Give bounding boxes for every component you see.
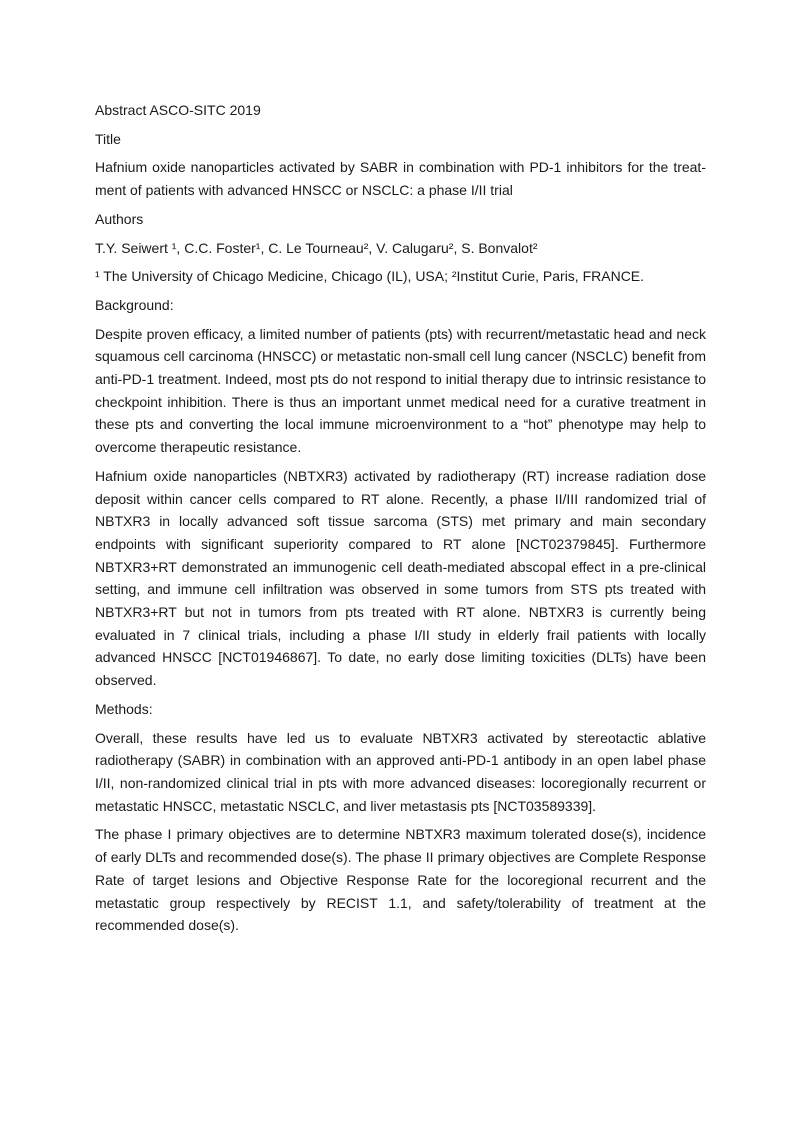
methods-paragraph-1: Overall, these results have led us to evaluate NBTXR3 activated by stereotactic ablative radiotherapy (SABR) in combination with an approved anti-PD-1 antibody in an open label phase I/II, non-randomized clinical trial in pts with more advanced diseases: locoregionally recurrent or metastatic HNSCC, metastatic NSCLC, and liver metastasis pts [NCT03589339].: [95, 729, 706, 814]
title-section-label: Title: [95, 130, 121, 147]
methods-paragraph-2: The phase I primary objectives are to determine NBTXR3 maximum tolerated dose(s), incidence of early DLTs and recommended dose(s). The phase II primary objectives are Complete Response Rate of target lesions and Objective Response Rate for the locoregional recurrent and the metastatic group respectively by RECIST 1.1, and safety/tolerability of treatment at the recommended dose(s).: [95, 826, 706, 934]
document-heading: Abstract ASCO-SITC 2019: [95, 102, 261, 118]
affiliations-line: ¹ The University of Chicago Medicine, Chicago (IL), USA; ²Institut Curie, Paris, FRANCE.: [95, 268, 645, 285]
abstract-title: Hafnium oxide nanoparticles activated by SABR in combination with PD-1 inhibitors for the treatment of patients with advanced HNSCC or NSCLC: a phase I/II trial: [95, 159, 706, 199]
abstract-content: [95, 99, 706, 943]
authors-section-label: Authors: [95, 210, 144, 227]
authors-line: T.Y. Seiwert ¹, C.C. Foster¹, C. Le Tourneau², V. Calugaru², S. Bonvalot²: [95, 239, 538, 256]
background-section-label: Background:: [95, 296, 174, 313]
background-paragraph-1: Despite proven efficacy, a limited number of patients (pts) with recurrent/metastatic head and neck squamous cell carcinoma (HNSCC) or metastatic non-small cell lung cancer (NSCLC) benefit from anti-PD-1 treatment. Indeed, most pts do not respond to initial therapy due to intrinsic resistance to checkpoint inhibition. There is thus an important unmet medical need for a curative treatment in these pts and converting the local immune microenvironment to a “hot” phenotype may help to overcome therapeutic resistance.: [95, 325, 706, 456]
background-paragraph-2: Hafnium oxide nanoparticles (NBTXR3) activated by radiotherapy (RT) increase radiation dose deposit within cancer cells compared to RT alone. Recently, a phase II/III randomized trial of NBTXR3 in locally advanced soft tissue sarcoma (STS) met primary and main secondary endpoints with significant superiority compared to RT alone [NCT02379845]. Furthermore NBTXR3+RT demonstrated an immunogenic cell death-mediated abscopal effect in a pre-clinical setting, and immune cell infiltration was observed in some tumors from STS pts treated with NBTXR3+RT but not in tumors from pts treated with RT alone. NBTXR3 is currently being evaluated in 7 clinical trials, including a phase I/II study in elderly frail patients with locally advanced HNSCC [NCT01946867]. To date, no early dose limiting toxicities (DLTs) have been observed.: [95, 467, 706, 689]
methods-section-label: Methods:: [95, 700, 153, 717]
